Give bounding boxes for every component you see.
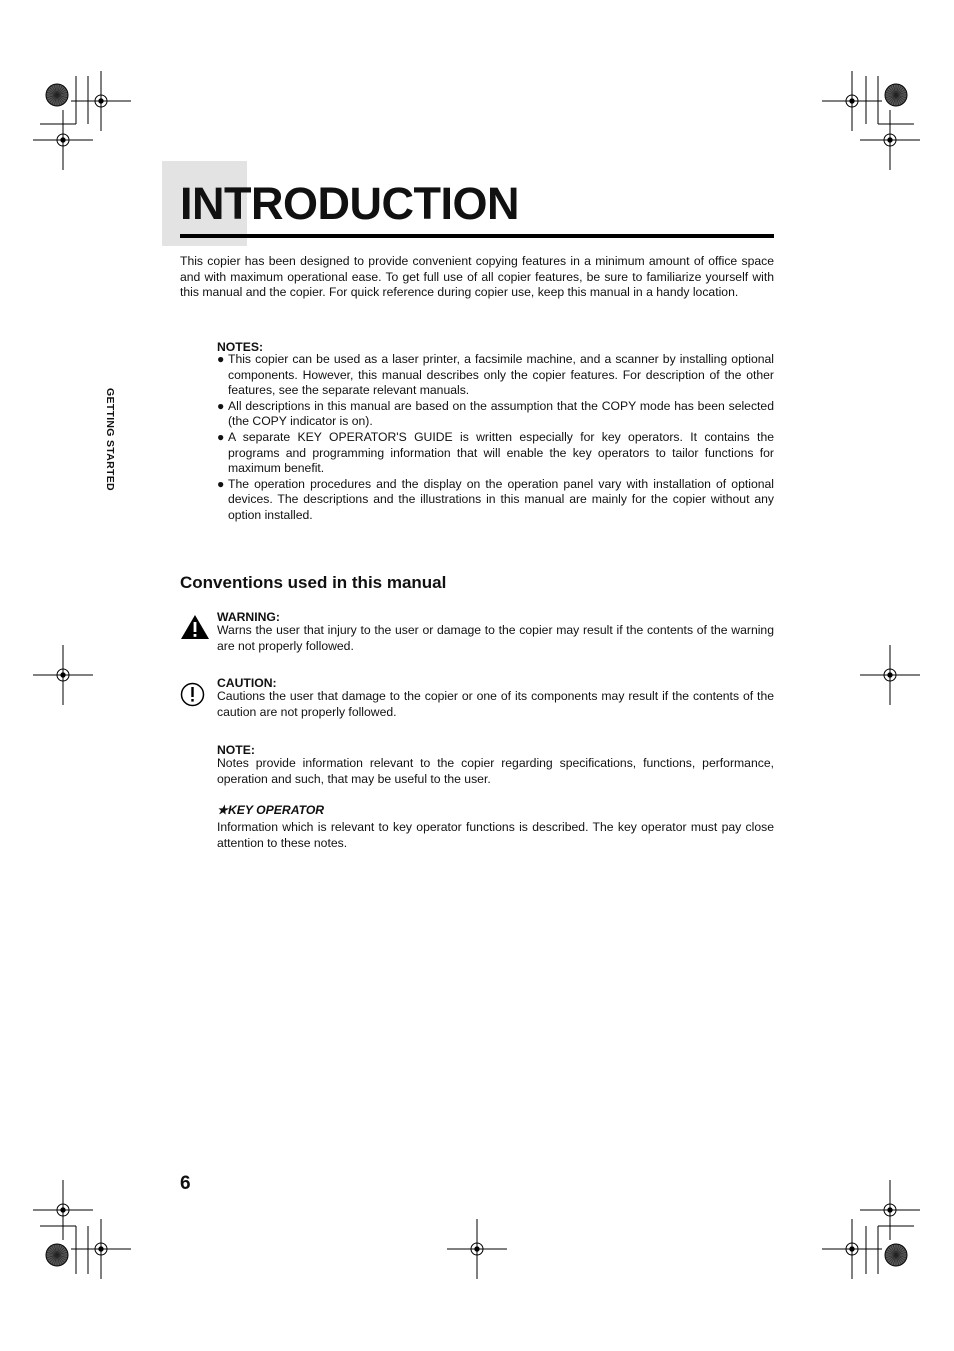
caution-text: Cautions the user that damage to the copier or one of its components may result if the contents of the caution are not properly followed. xyxy=(217,689,774,719)
note-text: Notes provide information relevant to the copier regarding specifications, functions, performance, operation and such, that may be useful to the user. xyxy=(217,756,774,786)
registration-mark-icon xyxy=(860,1180,920,1240)
conventions-heading: Conventions used in this manual xyxy=(180,573,447,592)
registration-mark-icon xyxy=(33,110,93,170)
page-number: 6 xyxy=(180,1173,191,1194)
page-title: INTRODUCTION xyxy=(180,178,519,229)
registration-mark-icon xyxy=(860,645,920,705)
title-rule xyxy=(180,234,774,238)
registration-mark-icon xyxy=(71,1219,131,1279)
registration-mark-icon xyxy=(71,71,131,131)
intro-paragraph: This copier has been designed to provide convenient copying features in a minimum amount of office space and with maximum operational ease. To get full use of all copier features, be sure to familiarize yourself with this manual and the copier. For quick reference during copier use, keep this manual in a handy location. xyxy=(180,254,774,300)
side-tab xyxy=(104,388,118,512)
registration-mark-icon xyxy=(822,71,882,131)
caution-exclamation-icon xyxy=(180,682,205,707)
list-item: ● This copier can be used as a laser printer, a facsimile machine, and a scanner by installing optional components. However, this manual describes only the copier features. For description of the other features, see the separate relevant manuals. xyxy=(217,352,774,398)
warning-label: WARNING: xyxy=(217,610,280,624)
list-item: ● A separate KEY OPERATOR'S GUIDE is written especially for key operators. It contains the programs and programming information that will enable the key operators to tailor functions for maximum benefit. xyxy=(217,429,774,476)
bullet-icon: ● xyxy=(217,398,225,413)
registration-mark-icon xyxy=(447,1219,507,1279)
key-operator-label: ★KEY OPERATOR xyxy=(217,803,325,817)
side-tab-label: GETTING STARTED xyxy=(104,388,116,491)
color-target-icon xyxy=(885,84,907,106)
warning-triangle-icon xyxy=(180,614,210,640)
registration-mark-icon xyxy=(33,1180,93,1240)
color-target-icon xyxy=(46,1244,68,1266)
color-target-icon xyxy=(46,84,68,106)
registration-mark-icon xyxy=(860,110,920,170)
bullet-icon: ● xyxy=(217,476,225,491)
list-item: ● The operation procedures and the display on the operation panel vary with installation of optional devices. The descriptions and the illustrations in this manual are mainly for the copier without any option installed. xyxy=(217,476,774,522)
bullet-icon: ● xyxy=(217,352,225,366)
notes-heading: NOTES: xyxy=(217,340,264,354)
caution-label: CAUTION: xyxy=(217,676,277,690)
bullet-icon: ● xyxy=(217,429,225,444)
warning-text: Warns the user that injury to the user or damage to the copier may result if the contents of the warning are not properly followed. xyxy=(217,623,774,653)
notes-list xyxy=(217,352,774,524)
note-label: NOTE: xyxy=(217,743,255,757)
registration-mark-icon xyxy=(822,1219,882,1279)
registration-mark-icon xyxy=(33,645,93,705)
color-target-icon xyxy=(885,1244,907,1266)
list-item: ● All descriptions in this manual are based on the assumption that the COPY mode has been selected (the COPY indicator is on). xyxy=(217,398,774,429)
key-operator-text: Information which is relevant to key operator functions is described. The key operator must pay close attention to these notes. xyxy=(217,820,774,850)
star-icon: ★ xyxy=(217,803,228,817)
